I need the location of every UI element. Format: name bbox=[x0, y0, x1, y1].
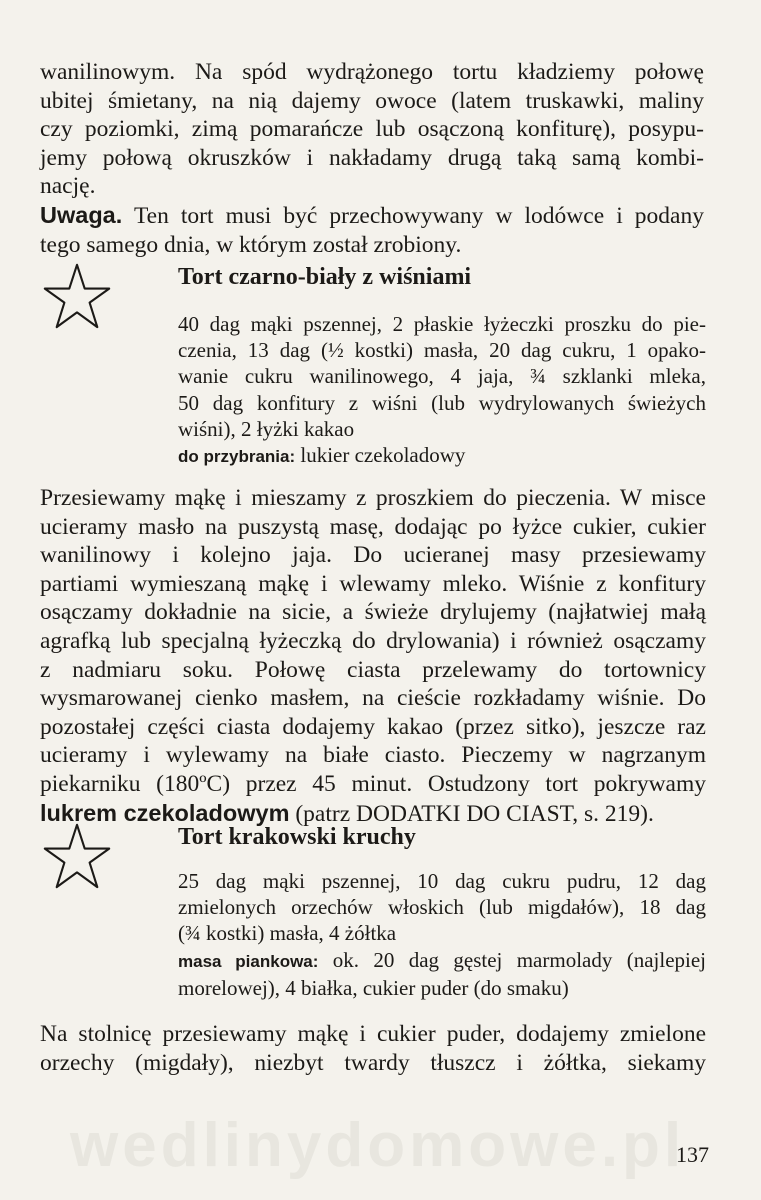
star-icon bbox=[42, 262, 112, 332]
topping-label: masa piankowa: bbox=[178, 951, 319, 971]
watermark: wedlinydomowe.pl bbox=[70, 1111, 686, 1180]
note-line bbox=[40, 201, 704, 231]
star-icon bbox=[42, 822, 112, 892]
ingredients-list bbox=[178, 868, 706, 1001]
ingredients-list bbox=[178, 311, 706, 470]
text-line: wanilinowym. Na spód wydrążonego tortu kładziemy połowę bbox=[40, 59, 704, 85]
text-line: jemy połową okruszków i nakładamy drugą taką samą kombi- bbox=[40, 144, 704, 171]
text-line: pozostałej części ciasta dodajemy kakao (przez sitko), jeszcze raz bbox=[40, 713, 706, 740]
text-line: wysmarowanej cienko masłem, na cieście rozkładamy wiśnie. Do bbox=[40, 685, 706, 712]
topping-line: morelowej), 4 białka, cukier puder (do smaku) bbox=[178, 975, 569, 1000]
ingredient-line: 40 dag mąki pszennej, 2 płaskie łyżeczki proszku do pie- bbox=[178, 312, 706, 336]
note-text: Ten tort musi być przechowywany w lodówce i podany bbox=[133, 202, 704, 229]
text-line: wanilinowy i kolejno jaja. Do ucieranej masy przesiewamy bbox=[40, 542, 706, 569]
text-line: ucieramy i wylewamy na białe ciasto. Pieczemy w nagrzanym bbox=[40, 742, 706, 769]
topping-line bbox=[178, 947, 706, 975]
method-paragraph bbox=[40, 1020, 706, 1077]
ingredient-line: (¾ kostki) masła, 4 żółtka bbox=[178, 921, 397, 946]
garnish-text: lukier czekoladowy bbox=[300, 443, 466, 468]
ingredient-line: 25 dag mąki pszennej, 10 dag cukru pudru, 12 dag bbox=[178, 869, 706, 893]
text-line: Na stolnicę przesiewamy mąkę i cukier puder, dodajemy zmielone bbox=[40, 1021, 706, 1047]
recipe-title: Tort czarno-biały z wiśniami bbox=[178, 264, 472, 290]
ingredient-line: wiśni), 2 łyżki kakao bbox=[178, 416, 355, 441]
intro-paragraph bbox=[40, 58, 704, 259]
text-line: piekarniku (180ºC) przez 45 minut. Ostudzony tort pokrywamy bbox=[40, 770, 706, 797]
garnish-line bbox=[178, 442, 706, 470]
text-line: orzechy (migdały), niezbyt twardy tłuszcz i żółtka, siekamy bbox=[40, 1049, 706, 1076]
text-line: ubitej śmietany, na nią dajemy owoce (latem truskawki, maliny bbox=[40, 87, 704, 114]
note-label: Uwaga. bbox=[40, 201, 123, 228]
text-line: agrafką lub specjalną łyżeczką do drylowania) i również osączamy bbox=[40, 627, 706, 654]
topping-text: ok. 20 dag gęstej marmolady (najlepiej bbox=[318, 947, 706, 972]
page-number: 137 bbox=[676, 1142, 709, 1167]
method-paragraph bbox=[40, 484, 706, 828]
text-line: z nadmiaru soku. Połowę ciasta przelewamy do tortownicy bbox=[40, 656, 706, 683]
text-fragment: (patrz DODATKI DO CIAST, s. 219). bbox=[289, 800, 654, 827]
ingredient-line: 50 dag konfitury z wiśni (lub wydrylowanych świeżych bbox=[178, 390, 706, 415]
text-line: osączamy dokładnie na sicie, a świeże drylujemy (najłatwiej małą bbox=[40, 599, 706, 626]
text-line: Przesiewamy mąkę i mieszamy z proszkiem do pieczenia. W misce bbox=[40, 485, 706, 511]
text-line: nację. bbox=[40, 173, 96, 200]
ingredient-line: zmielonych orzechów włoskich (lub migdałów), 18 dag bbox=[178, 895, 706, 920]
garnish-label: do przybrania: bbox=[178, 447, 296, 467]
note-line: tego samego dnia, w którym został zrobiony. bbox=[40, 231, 462, 258]
icing-ref: lukrem czekoladowym bbox=[40, 799, 290, 826]
text-line: partiami wymieszaną mąkę i wlewamy mleko. Wiśnie z konfitury bbox=[40, 570, 706, 597]
ingredient-line: czenia, 13 dag (½ kostki) masła, 20 dag cukru, 1 opako- bbox=[178, 338, 706, 363]
text-line: czy poziomki, zimą pomarańcze lub osączoną konfiturę), posypu- bbox=[40, 116, 704, 143]
ingredient-line: wanie cukru wanilinowego, 4 jaja, ¾ szklanki mleka, bbox=[178, 364, 706, 389]
recipe-title: Tort krakowski kruchy bbox=[178, 824, 416, 850]
text-line: ucieramy masło na puszystą masę, dodając po łyżce cukier, cukier bbox=[40, 513, 706, 540]
